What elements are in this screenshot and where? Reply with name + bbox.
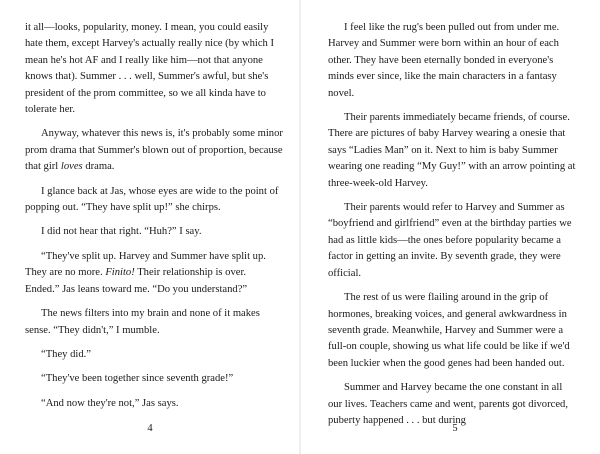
- paragraph: Summer and Harvey became the one constant in all our lives. Teachers came and went, parents got divorced, puberty happened . . . but during: [328, 382, 568, 426]
- paragraph: “They've been together since seventh grade!”: [41, 373, 234, 385]
- paragraph: The news filters into my brain and none of it makes sense. “They didn't,” I mumble.: [25, 308, 260, 336]
- paragraph: “They did.”: [41, 348, 92, 360]
- paragraph: “They've split up. Harvey and Summer have split up. They are no more. Finito! Their relationship is over. Ended.” Jas leans toward me. “Do you understand?”: [25, 250, 266, 295]
- paragraph: Anyway, whatever this news is, it's probably some minor prom drama that Summer's blown out of proportion, because that girl loves drama.: [25, 128, 283, 173]
- left-page-text: [25, 20, 283, 420]
- right-page: [300, 0, 600, 454]
- emphasis: Finito!: [105, 267, 135, 279]
- paragraph: I feel like the rug's been pulled out from under me. Harvey and Summer were born within an hour of each other. They have been eternally bonded in everyone's minds ever since, like the main characters in a fantasy novel.: [328, 22, 560, 99]
- paragraph: Their parents would refer to Harvey and Summer as “boyfriend and girlfriend” even at the birthday parties we had as little kids—the ones before popularity became a factor in getting an invite. By seventh grade, they were official.: [328, 202, 572, 279]
- emphasis: loves: [60, 161, 83, 173]
- paragraph: The rest of us were flailing around in the grip of hormones, breaking voices, and general awkwardness in seventh grade. Meanwhile, Harvey and Summer were a full-on couple, showing us what life could be like if we'd been luckier when the good genes had been handed out.: [328, 292, 570, 369]
- paragraph: I did not hear that right. “Huh?” I say.: [41, 226, 202, 238]
- page-number: 5: [452, 423, 458, 434]
- paragraph: I glance back at Jas, whose eyes are wide to the point of popping out. “They have split up!” she chirps.: [25, 185, 279, 214]
- paragraph: Their parents immediately became friends, of course. There are pictures of baby Harvey wearing a onesie that says “Ladies Man” on it. Next to him is baby Summer wearing one reading “My Guy!” with an arrow pointing at three-week-old Harvey.: [328, 112, 576, 189]
- paragraph: “And now they're not,” Jas says.: [41, 397, 179, 409]
- page-number: 4: [147, 423, 153, 434]
- right-page-text: [328, 20, 578, 437]
- paragraph: it all—looks, popularity, money. I mean, you could easily hate them, except Harvey's actually really nice (by which I mean he's hot AF and I really like him—not that anyone knows that). Summer . . . well, Summer's awful, but she's president of the prom committee, so we all kinda have to tolerate her.: [25, 22, 274, 116]
